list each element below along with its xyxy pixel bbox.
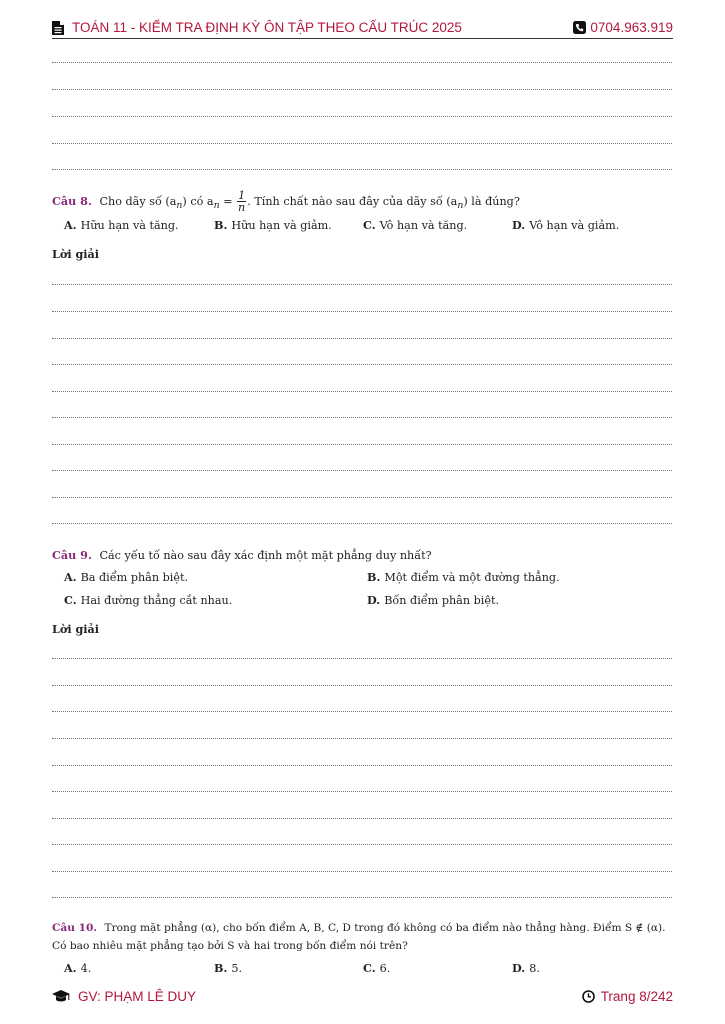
footer-teacher: GV: PHẠM LÊ DUY (78, 989, 197, 1004)
dotted-line (52, 658, 672, 659)
document-icon (52, 21, 64, 35)
dotted-line (52, 169, 672, 170)
question-label: Câu 9. (52, 548, 92, 562)
dotted-line (52, 311, 672, 312)
option-a[interactable]: A. 4. (64, 961, 92, 975)
dotted-line (52, 417, 672, 418)
question-8 (52, 190, 672, 215)
question-text: Trong mặt phẳng (α), cho bốn điểm A, B, C, D trong đó không có ba điểm nào thẳng hàng. Điểm S ∉ (α). (104, 922, 666, 934)
question-text: Các yếu tố nào sau đây xác định một mặt phẳng duy nhất? (99, 549, 432, 562)
question-9 (52, 546, 672, 565)
fraction: $\frac{1}{n}$ (238, 189, 246, 214)
dotted-line (52, 116, 672, 117)
option-a[interactable]: A. Hữu hạn và tăng. (64, 218, 179, 232)
question-label: Câu 8. (52, 193, 92, 208)
solution-label: Lời giải (52, 622, 100, 636)
answer-lines-top (52, 40, 672, 180)
dotted-line (52, 497, 672, 498)
answer-lines-q9 (52, 645, 672, 905)
dotted-line (52, 391, 672, 392)
header-left (52, 20, 462, 35)
option-a[interactable]: A. Ba điểm phân biệt. (64, 570, 189, 584)
dotted-line (52, 470, 672, 471)
option-b[interactable]: B. 5. (214, 961, 243, 975)
solution-label: Lời giải (52, 247, 100, 261)
footer-right (582, 989, 673, 1004)
dotted-line (52, 711, 672, 712)
answer-lines-q8 (52, 270, 672, 530)
dotted-line (52, 765, 672, 766)
question-10 (52, 919, 672, 955)
option-b[interactable]: B. Hữu hạn và giảm. (214, 218, 332, 232)
phone-icon (573, 21, 586, 34)
option-d[interactable]: D. 8. (512, 961, 540, 975)
dotted-line (52, 62, 672, 63)
option-d[interactable]: D. Vô hạn và giảm. (512, 218, 620, 232)
option-c[interactable]: C. Hai đường thẳng cắt nhau. (64, 593, 233, 607)
option-c[interactable]: C. Vô hạn và tăng. (363, 218, 468, 232)
header-title: TOÁN 11 - KIỂM TRA ĐỊNH KỲ ÔN TẬP THEO CẤU TRÚC 2025 (72, 20, 462, 35)
footer-page-number: Trang 8/242 (600, 989, 673, 1004)
dotted-line (52, 818, 672, 819)
option-d[interactable]: D. Bốn điểm phân biệt. (367, 593, 500, 607)
clock-icon (582, 990, 595, 1003)
dotted-line (52, 444, 672, 445)
dotted-line (52, 685, 672, 686)
dotted-line (52, 738, 672, 739)
option-c[interactable]: C. 6. (363, 961, 391, 975)
dotted-line (52, 364, 672, 365)
dotted-line (52, 871, 672, 872)
graduation-cap-icon (52, 990, 70, 1003)
header-phone: 0704.963.919 (590, 20, 673, 35)
dotted-line (52, 523, 672, 524)
dotted-line (52, 791, 672, 792)
page-footer (52, 989, 673, 1007)
dotted-line (52, 897, 672, 898)
option-b[interactable]: B. Một điểm và một đường thẳng. (367, 570, 560, 584)
question-10-line-1 (52, 919, 672, 937)
dotted-line (52, 844, 672, 845)
page-header (52, 18, 673, 39)
dotted-line (52, 89, 672, 90)
question-text: Cho dãy số $(a_n)$ có $a_n$ = $\frac{1}{n}$ . Tính chất nào sau đây của dãy số $(a_n)$ là đúng? (99, 189, 520, 214)
dotted-line (52, 338, 672, 339)
question-label: Câu 10. (52, 922, 98, 934)
dotted-line (52, 143, 672, 144)
question-10-line-2: Có bao nhiêu mặt phẳng tạo bởi S và hai trong bốn điểm nói trên? (52, 940, 408, 952)
footer-left (52, 989, 196, 1004)
header-right (573, 20, 673, 35)
dotted-line (52, 284, 672, 285)
